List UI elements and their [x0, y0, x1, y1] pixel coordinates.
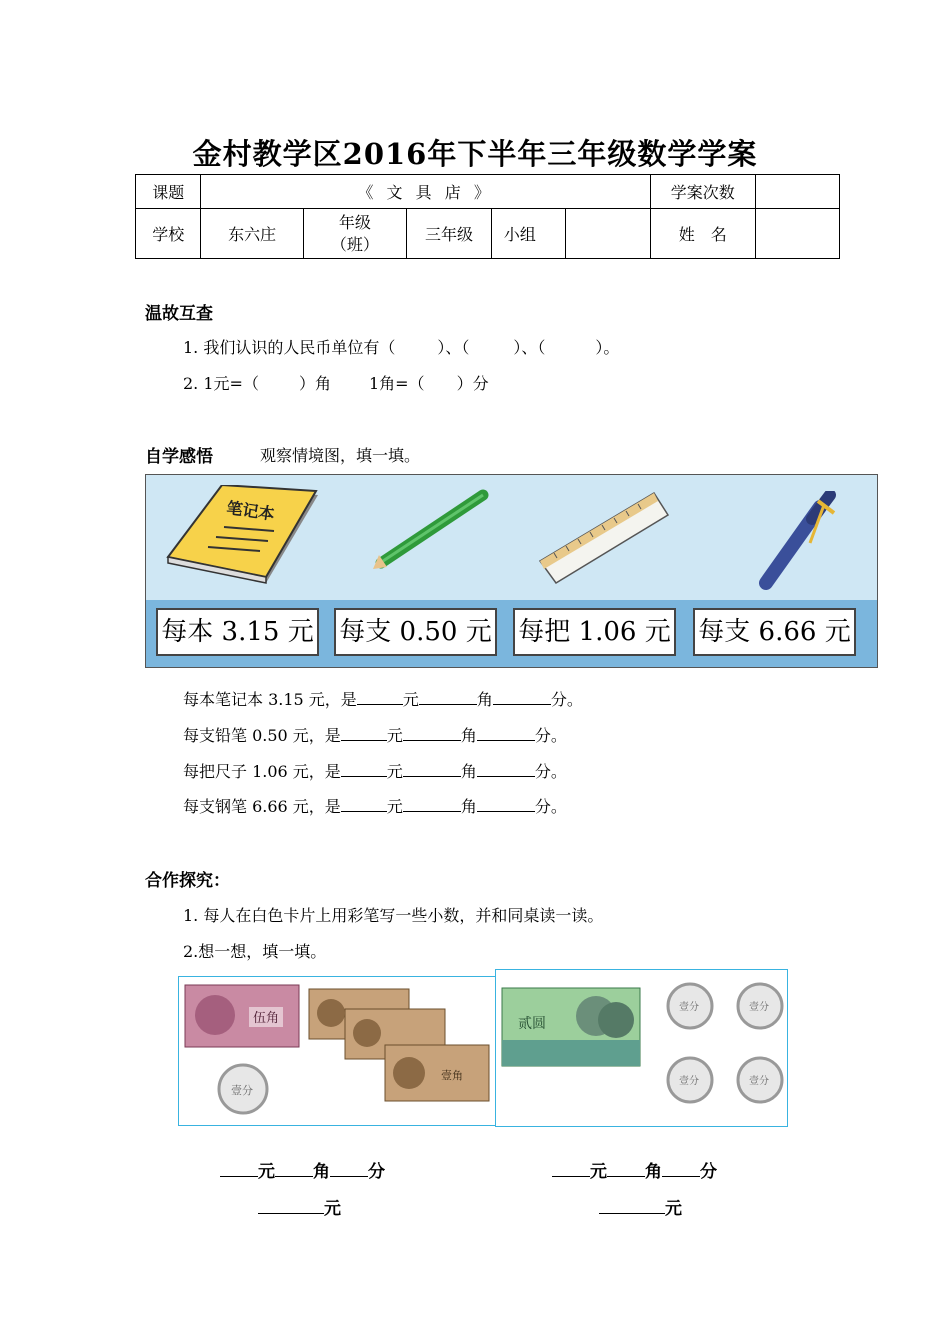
- ruler-image: [534, 489, 670, 585]
- grade-value: 三年级: [407, 209, 492, 259]
- blank-fen[interactable]: [477, 760, 535, 777]
- svg-text:壹分: 壹分: [679, 1076, 699, 1087]
- money-box-left: [178, 976, 496, 1126]
- session-value[interactable]: [755, 175, 839, 209]
- price-tag-pencil: 每支 0.50 元: [334, 608, 497, 656]
- session-label: 学案次数: [650, 175, 755, 209]
- money-illustration-right: [496, 970, 787, 1126]
- info-table: [135, 174, 840, 259]
- blank-yuan[interactable]: [357, 688, 403, 705]
- notebook-label: 笔记本: [225, 498, 276, 524]
- review-q1-prefix: 1. 我们认识的人民币单位有（: [183, 338, 396, 357]
- review-q2-c: 1角=（: [368, 374, 425, 393]
- blank-jiao[interactable]: [419, 688, 477, 705]
- school-value: 东六庄: [201, 209, 303, 259]
- topic-value: 《 文 具 店 》: [201, 175, 650, 209]
- blank-fen[interactable]: [477, 724, 535, 741]
- review-heading: 温故互查: [145, 304, 213, 324]
- blank-yuan-decimal[interactable]: [599, 1197, 665, 1214]
- notebook-image: [164, 485, 324, 585]
- svg-text:壹分: 壹分: [231, 1084, 253, 1097]
- cooperate-heading: 合作探究：: [145, 871, 230, 891]
- svg-text:伍角: 伍角: [253, 1011, 280, 1026]
- review-q2: [183, 371, 489, 394]
- price-tag-ruler: 每把 1.06 元: [513, 608, 676, 656]
- blank-fen[interactable]: [493, 688, 551, 705]
- price-tag-pen: 每支 6.66 元: [693, 608, 856, 656]
- pen-image: [756, 491, 840, 591]
- money-box-right: [495, 969, 788, 1127]
- name-value[interactable]: [755, 209, 839, 259]
- blank-jiao[interactable]: [403, 760, 461, 777]
- conversion-line-ruler: 每把尺子 1.06 元，是 元 角 分。: [183, 762, 567, 781]
- blank-jiao[interactable]: [607, 1160, 645, 1177]
- blank-fen[interactable]: [662, 1160, 700, 1177]
- review-q1-mid1: ）、（: [437, 338, 470, 357]
- review-q2-d: ）分: [456, 374, 489, 393]
- group-value[interactable]: [566, 209, 650, 259]
- self-study-heading: 自学感悟: [145, 447, 213, 467]
- stationery-panel: [145, 474, 878, 668]
- name-label: 姓 名: [650, 209, 755, 259]
- blank-yuan[interactable]: [341, 795, 387, 812]
- blank-jiao[interactable]: [275, 1160, 313, 1177]
- school-label: 学校: [136, 209, 201, 259]
- svg-text:壹分: 壹分: [749, 1002, 769, 1013]
- conversion-line-pen: 每支钢笔 6.66 元，是 元 角 分。: [183, 797, 567, 816]
- self-study-instruction: 观察情境图，填一填。: [260, 446, 421, 465]
- review-q2-a: 2. 1元=（: [183, 374, 259, 393]
- answer-right-units: 元 角 分: [552, 1157, 717, 1182]
- svg-text:壹分: 壹分: [679, 1002, 699, 1013]
- blank-yuan[interactable]: [341, 760, 387, 777]
- banknote-2yuan: [502, 988, 640, 1066]
- blank-jiao[interactable]: [403, 795, 461, 812]
- grade-label-1: 年级: [338, 212, 371, 232]
- review-q1-end: ）。: [595, 338, 620, 357]
- group-label: 小组: [491, 209, 566, 259]
- conversion-line-pencil: 每支铅笔 0.50 元，是 元 角 分。: [183, 726, 567, 745]
- banknote-1jiao-stack: [309, 989, 489, 1101]
- cooperate-q1: 1. 每人在白色卡片上用彩笔写一些小数，并和同桌读一读。: [183, 906, 604, 925]
- grade-label: [303, 209, 406, 259]
- answer-left-yuan: 元: [258, 1194, 341, 1219]
- coin-1fen: [219, 1065, 267, 1113]
- blank-yuan[interactable]: [220, 1160, 258, 1177]
- svg-text:壹角: 壹角: [441, 1069, 463, 1082]
- blank-yuan-decimal[interactable]: [258, 1197, 324, 1214]
- grade-label-2: （班）: [330, 234, 379, 254]
- price-tag-notebook: 每本 3.15 元: [156, 608, 319, 656]
- review-q1: [183, 335, 619, 358]
- answer-left-units: 元 角 分: [220, 1157, 385, 1182]
- review-q2-b: ）角: [298, 374, 331, 393]
- blank-fen[interactable]: [477, 795, 535, 812]
- blank-yuan[interactable]: [341, 724, 387, 741]
- review-q1-mid2: ）、（: [513, 338, 546, 357]
- answer-right-yuan: 元: [599, 1194, 682, 1219]
- svg-text:壹分: 壹分: [749, 1076, 769, 1087]
- coins-1fen: [668, 984, 782, 1102]
- svg-text:贰圆: 贰圆: [518, 1016, 546, 1032]
- page-title: 金村教学区2016年下半年三年级数学学案: [192, 137, 758, 171]
- blank-yuan[interactable]: [552, 1160, 590, 1177]
- blank-jiao[interactable]: [403, 724, 461, 741]
- topic-label: 课题: [136, 175, 201, 209]
- pencil-image: [371, 489, 491, 571]
- banknote-5jiao: [185, 985, 299, 1047]
- money-illustration-left: [179, 977, 495, 1125]
- cooperate-q2: 2.想一想，填一填。: [183, 942, 327, 961]
- blank-fen[interactable]: [330, 1160, 368, 1177]
- conversion-line-notebook: 每本笔记本 3.15 元，是 元 角 分。: [183, 690, 583, 709]
